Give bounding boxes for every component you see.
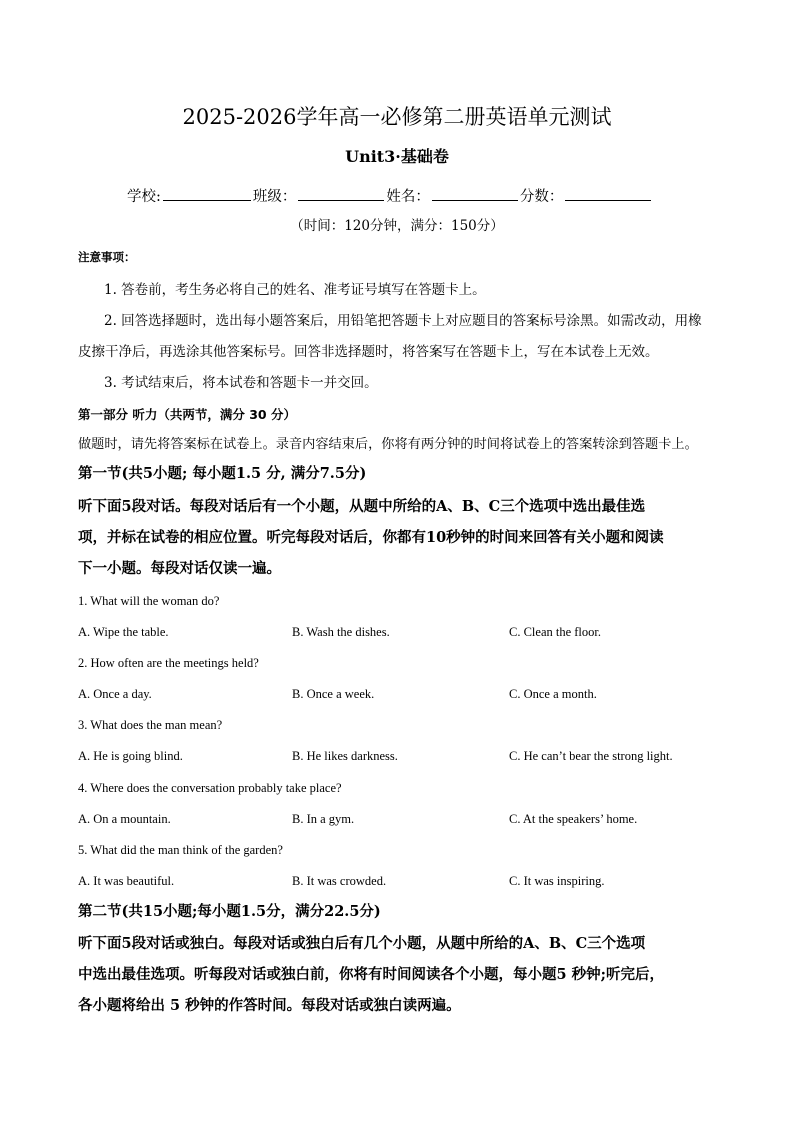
name-label: 姓名：: [386, 189, 430, 205]
question-3-option-a[interactable]: A. He is going blind.: [78, 749, 183, 763]
section2-directions-line-1: 听下面5段对话或独白。每段对话或独白后有几个小题，从题中所给的A、B、C三个选项: [78, 935, 646, 952]
score-label: 分数：: [519, 189, 564, 205]
notice-item-2-line-1: 2. 回答选择题时，选出每小题答案后，用铅笔把答题卡上对应题目的答案标号涂黑。如需改动，用橡: [104, 313, 702, 329]
question-4-stem: 4. Where does the conversation probably take place?: [78, 781, 342, 795]
name-blank[interactable]: [432, 184, 518, 201]
score-blank[interactable]: [565, 184, 651, 201]
notice-item-3: 3. 考试结束后，将本试卷和答题卡一并交回。: [104, 375, 378, 391]
school-blank[interactable]: [163, 184, 251, 201]
question-4-option-a[interactable]: A. On a mountain.: [78, 812, 171, 826]
part1-instruction: 做题时，请先将答案标在试卷上。录音内容结束后，你将有两分钟的时间将试卷上的答案转涂到答题卡上。: [78, 437, 698, 452]
section1-directions-line-1: 听下面5段对话。每段对话后有一个小题，从题中所给的A、B、C三个选项中选出最佳选: [78, 498, 646, 515]
section2-title: 第二节(共15小题;每小题1.5分，满分22.5分): [78, 903, 381, 920]
question-5-option-b[interactable]: B. It was crowded.: [292, 874, 387, 888]
question-1-option-a[interactable]: A. Wipe the table.: [78, 625, 169, 639]
section1-directions-line-2: 项，并标在试卷的相应位置。听完每段对话后，你都有10秒钟的时间来回答有关小题和阅读: [78, 529, 664, 546]
notice-title: 注意事项：: [78, 250, 136, 264]
question-3-option-c[interactable]: C. He can’t bear the strong light.: [509, 749, 673, 763]
question-4-option-c[interactable]: C. At the speakers’ home.: [509, 812, 638, 826]
notice-item-1: 1. 答卷前，考生务必将自己的姓名、准考证号填写在答题卡上。: [104, 282, 486, 298]
question-1-option-c[interactable]: C. Clean the floor.: [509, 625, 601, 639]
part1-heading: 第一部分 听力（共两节，满分 30 分）: [78, 407, 296, 422]
question-2-stem: 2. How often are the meetings held?: [78, 656, 259, 670]
section1-directions-line-3: 下一小题。每段对话仅读一遍。: [78, 560, 281, 577]
question-1-option-b[interactable]: B. Wash the dishes.: [292, 625, 390, 639]
question-1-stem: 1. What will the woman do?: [78, 594, 220, 608]
question-2-option-b[interactable]: B. Once a week.: [292, 687, 375, 701]
question-4-option-b[interactable]: B. In a gym.: [292, 812, 355, 826]
time-and-score-line: （时间：120分钟，满分：150分）: [290, 218, 504, 234]
section2-directions-line-2: 中选出最佳选项。听每段对话或独白前，你将有时间阅读各个小题，每小题5 秒钟;听完后，: [78, 966, 664, 983]
class-blank[interactable]: [298, 184, 384, 201]
notice-item-2-line-2: 皮擦干净后，再选涂其他答案标号。回答非选择题时，将答案写在答题卡上，写在本试卷上无效。: [78, 344, 659, 360]
student-info-row: [127, 184, 653, 208]
class-label: 班级：: [252, 189, 297, 205]
school-label: 学校:: [127, 189, 161, 205]
section2-directions-line-3: 各小题将给出 5 秒钟的作答时间。每段对话或独白读两遍。: [78, 997, 461, 1014]
question-3-option-b[interactable]: B. He likes darkness.: [292, 749, 398, 763]
question-2-option-c[interactable]: C. Once a month.: [509, 687, 597, 701]
question-5-option-c[interactable]: C. It was inspiring.: [509, 874, 605, 888]
question-3-stem: 3. What does the man mean?: [78, 718, 223, 732]
exam-title: 2025-2026学年高一必修第二册英语单元测试: [182, 105, 612, 129]
section1-title: 第一节(共5小题; 每小题1.5 分, 满分7.5分): [78, 465, 367, 482]
question-2-option-a[interactable]: A. Once a day.: [78, 687, 152, 701]
exam-subtitle: Unit3·基础卷: [345, 147, 449, 166]
question-5-option-a[interactable]: A. It was beautiful.: [78, 874, 175, 888]
question-5-stem: 5. What did the man think of the garden?: [78, 843, 283, 857]
